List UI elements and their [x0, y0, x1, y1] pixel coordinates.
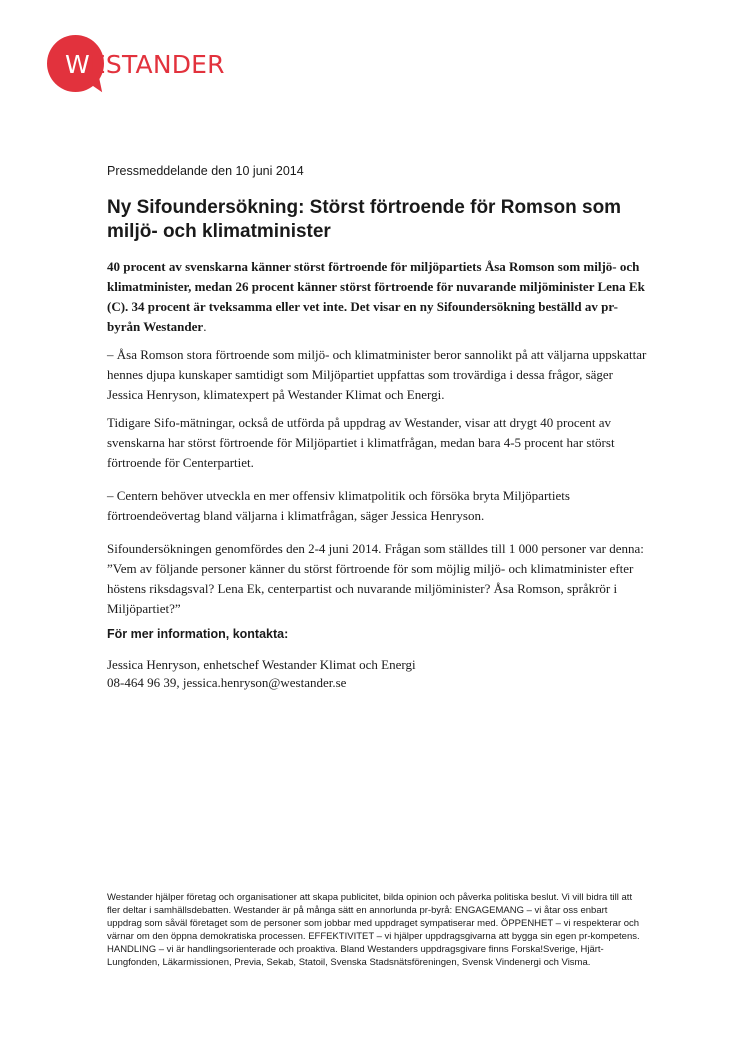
- contact-phone[interactable]: 08-464 96 39: [107, 675, 177, 690]
- contact-heading: För mer information, kontakta:: [107, 627, 289, 641]
- body-paragraph-quote-1: – Åsa Romson stora förtroende som miljö- och klimatminister beror sannolikt på att väljarna uppskattar hennes djupa kunskaper samtidigt som Miljöpartiet uppfattas som trovärdiga i dessa frågor, säger Jessica Henryson, klimatexpert på Westander Klimat och Energi.: [107, 347, 647, 402]
- contact-details-line: [107, 674, 416, 692]
- contact-email[interactable]: jessica.henryson@westander.se: [182, 675, 347, 690]
- footer-boilerplate: Westander hjälper företag och organisationer att skapa publicitet, bilda opinion och påverka politiska beslut. Vi vill bidra till att fler deltar i samhällsdebatten. Westander är på många sätt en annorlunda pr-byrå: ENGAGEMANG – vi åtar oss enbart uppdrag som såväl företaget som de personer som jobbar med uppdraget sympatiserar med. ÖPPENHET – vi respekterar och värnar om den öppna demokratiska processen. EFFEKTIVITET – vi hjälper uppdragsgivarna att bygga sin egen pr-kompetens. HANDLING – vi är handlingsorienterade och proaktiva. Bland Westanders uppdragsgivare finns Forska!Sverige, Hjärt-Lungfonden, Läkarmissionen, Previa, Sekab, Statoil, Svenska Stadsnätsföreningen, Svensk Vindenergi och Visma.: [107, 892, 640, 968]
- logo-letters-estander: ESTANDER: [89, 50, 225, 79]
- body-paragraph-quote-2: – Centern behöver utveckla en mer offensiv klimatpolitik och försöka bryta Miljöpartiets förtroendeövertag bland väljarna i klimatfrågan, säger Jessica Henryson.: [107, 488, 570, 523]
- headline: Ny Sifoundersökning: Störst förtroende för Romson som miljö- och klimatminister: [107, 197, 622, 242]
- lead-text: 40 procent av svenskarna känner störst förtroende för miljöpartiets Åsa Romson som miljö- och klimatminister, medan 26 procent känner störst förtroende för nuvarande miljöminister Lena Ek (C). 34 procent är tveksamma eller vet inte. Det visar en ny Sifoundersökning beställd av pr-byrån Westander: [107, 259, 645, 334]
- westander-logo: [47, 34, 247, 94]
- logo-speech-bubble-tail: [88, 78, 104, 95]
- logo-letter-w: W: [65, 50, 90, 79]
- logo-wordmark: [65, 50, 225, 80]
- lead-paragraph: [107, 257, 647, 337]
- lead-end: .: [203, 319, 207, 334]
- contact-separator: ,: [176, 675, 183, 690]
- body-paragraph-method: Sifoundersökningen genomfördes den 2-4 juni 2014. Frågan som ställdes till 1 000 personer var denna: ”Vem av följande personer känner du störst förtroende för som möjlig miljö- och klimatminister efter höstens riksdagsval? Lena Ek, centerpartist och nuvarande miljöminister? Åsa Romson, språkrör i Miljöpartiet?”: [107, 541, 644, 616]
- press-release-dateline: Pressmeddelande den 10 juni 2014: [107, 164, 304, 178]
- contact-block: [107, 656, 416, 692]
- body-paragraph-sifo-history: Tidigare Sifo-mätningar, också de utförda på uppdrag av Westander, visar att drygt 40 procent av svenskarna har störst förtroende för Miljöpartiet i klimatfrågan, medan bara 4-5 procent har störst förtroende för Centerpartiet.: [107, 415, 615, 470]
- contact-name-line: Jessica Henryson, enhetschef Westander Klimat och Energi: [107, 657, 416, 672]
